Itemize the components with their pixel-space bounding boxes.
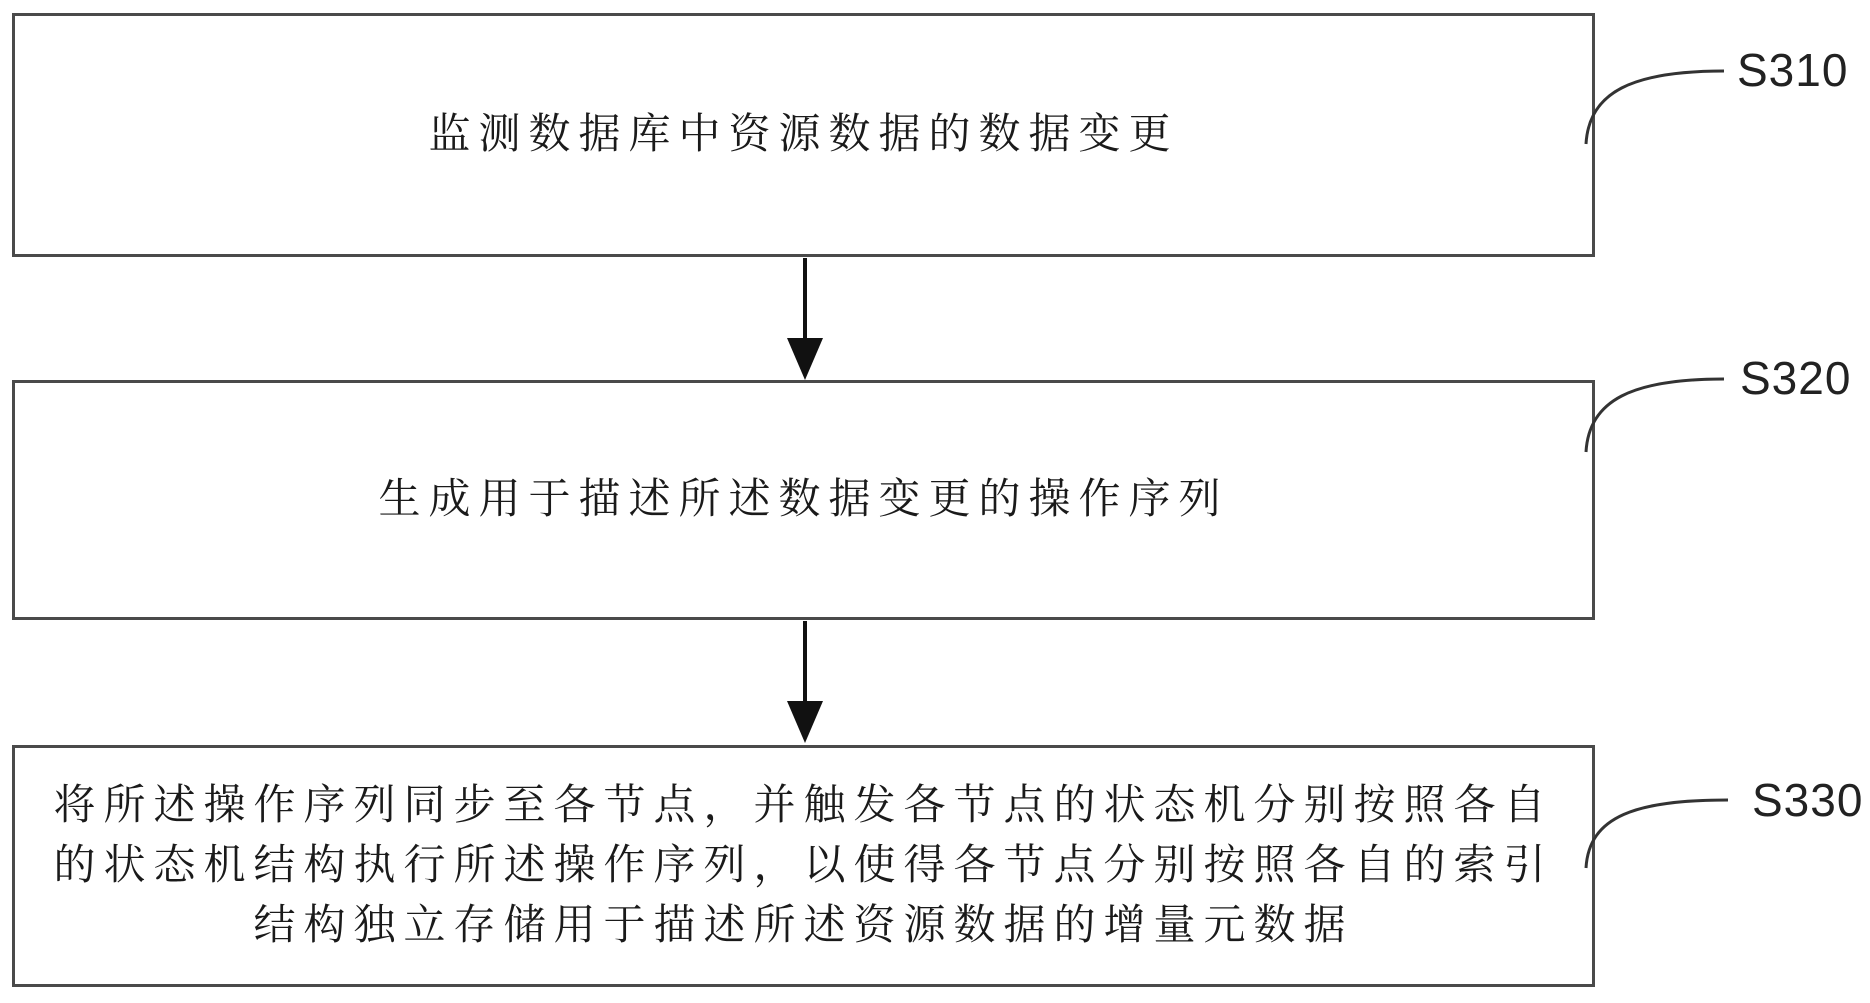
step-s330-text-line-2: 的状态机结构执行所述操作序列，以使得各节点分别按照各自的索引	[53, 843, 1554, 889]
leader-line-s320	[1586, 379, 1724, 452]
step-s320-text: 生成用于描述所述数据变更的操作序列	[378, 477, 1229, 523]
leader-line-s310	[1586, 71, 1724, 144]
step-s330-text-line-1: 将所述操作序列同步至各节点，并触发各节点的状态机分别按照各自	[53, 783, 1554, 829]
step-s310-text: 监测数据库中资源数据的数据变更	[428, 112, 1179, 158]
step-label-s330: S330	[1752, 774, 1864, 826]
step-box-s330	[12, 745, 1595, 987]
step-label-s320: S320	[1740, 352, 1852, 404]
leader-line-s330	[1586, 800, 1728, 868]
step-box-s320	[12, 380, 1595, 620]
flow-arrow-1-head-icon	[787, 338, 823, 380]
step-box-s310	[12, 13, 1595, 257]
step-label-s310: S310	[1737, 44, 1849, 96]
step-s330-text-line-3: 结构独立存储用于描述所述资源数据的增量元数据	[253, 903, 1354, 949]
flow-arrow-2-head-icon	[787, 701, 823, 743]
